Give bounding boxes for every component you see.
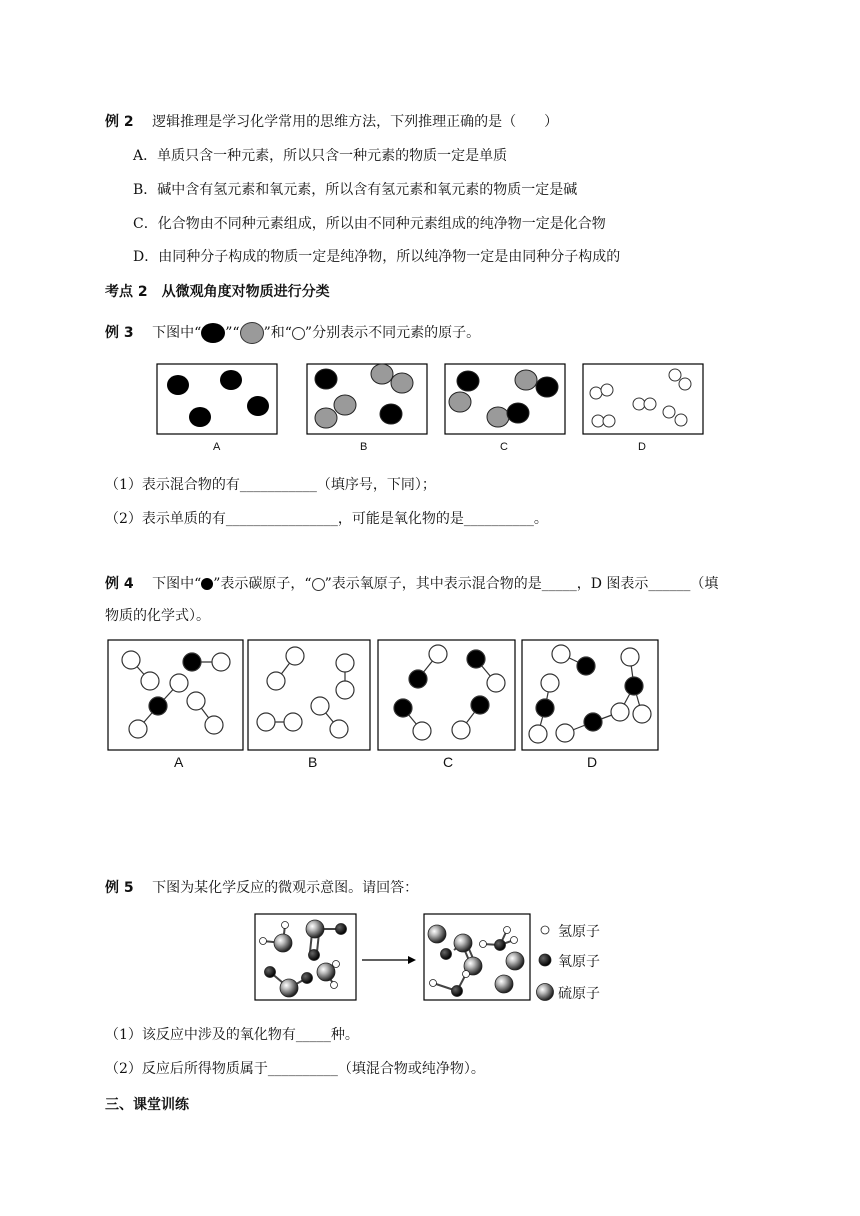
box-label-a: A: [174, 754, 184, 770]
box-label-a: A: [213, 441, 221, 453]
example-3-question: 例 3 下图中“ ”“ ”和“ ”分别表示不同元素的原子。: [105, 322, 480, 344]
example-3-label: 例 3: [105, 325, 134, 341]
option-a: A．单质只含一种元素，所以只含一种元素的物质一定是单质: [133, 148, 508, 164]
box-label-b: B: [360, 441, 368, 453]
legend-sulfur: 硫原子: [558, 986, 600, 1002]
example-4-line2: 物质的化学式）。: [105, 608, 210, 624]
example-4-label: 例 4: [105, 576, 134, 592]
example-3-q2: （2）表示单质的有________________，可能是氧化物的是__________。: [105, 511, 548, 527]
example-5-question: 例 5 下图为某化学反应的微观示意图。请回答：: [105, 880, 419, 896]
example-5-q1: （1）该反应中涉及的氧化物有_____种。: [105, 1027, 359, 1043]
box-label-c: C: [443, 754, 454, 770]
example-4-question: 例 4 下图中“ ”表示碳原子，“ ”表示氧原子，其中表示混合物的是_____，D 图表示______（填: [105, 576, 719, 592]
option-b: B．碱中含有氢元素和氧元素，所以含有氢元素和氧元素的物质一定是碱: [133, 182, 578, 198]
sulfur-atom-icon: [537, 984, 554, 1001]
example-5-label: 例 5: [105, 880, 134, 896]
box-label-b: B: [308, 754, 318, 770]
section-heading-2: 考点 2 从微观角度对物质进行分类: [105, 284, 330, 300]
legend-oxygen: 氧原子: [558, 954, 600, 970]
option-d: D．由同种分子构成的物质一定是纯净物，所以纯净物一定是由同种分子构成的: [133, 249, 621, 265]
box-label-c: C: [500, 441, 508, 453]
option-c: C．化合物由不同种元素组成，所以由不同种元素组成的纯净物一定是化合物: [133, 216, 606, 232]
hydrogen-atom-icon: [541, 926, 549, 934]
example-5-q2: （2）反应后所得物质属于__________（填混合物或纯净物）。: [105, 1061, 485, 1077]
box-label-d: D: [587, 754, 598, 770]
legend-hydrogen: 氢原子: [558, 924, 600, 940]
example-2-text: 逻辑推理是学习化学常用的思维方法，下列推理正确的是（ ）: [152, 114, 559, 130]
section-heading-3: 三、课堂训练: [105, 1097, 189, 1113]
box-label-d: D: [638, 441, 646, 453]
example-2-label: 例 2: [105, 114, 134, 130]
oxygen-atom-icon: [539, 954, 551, 966]
example-3-q1: （1）表示混合物的有___________（填序号，下同）；: [105, 477, 436, 493]
